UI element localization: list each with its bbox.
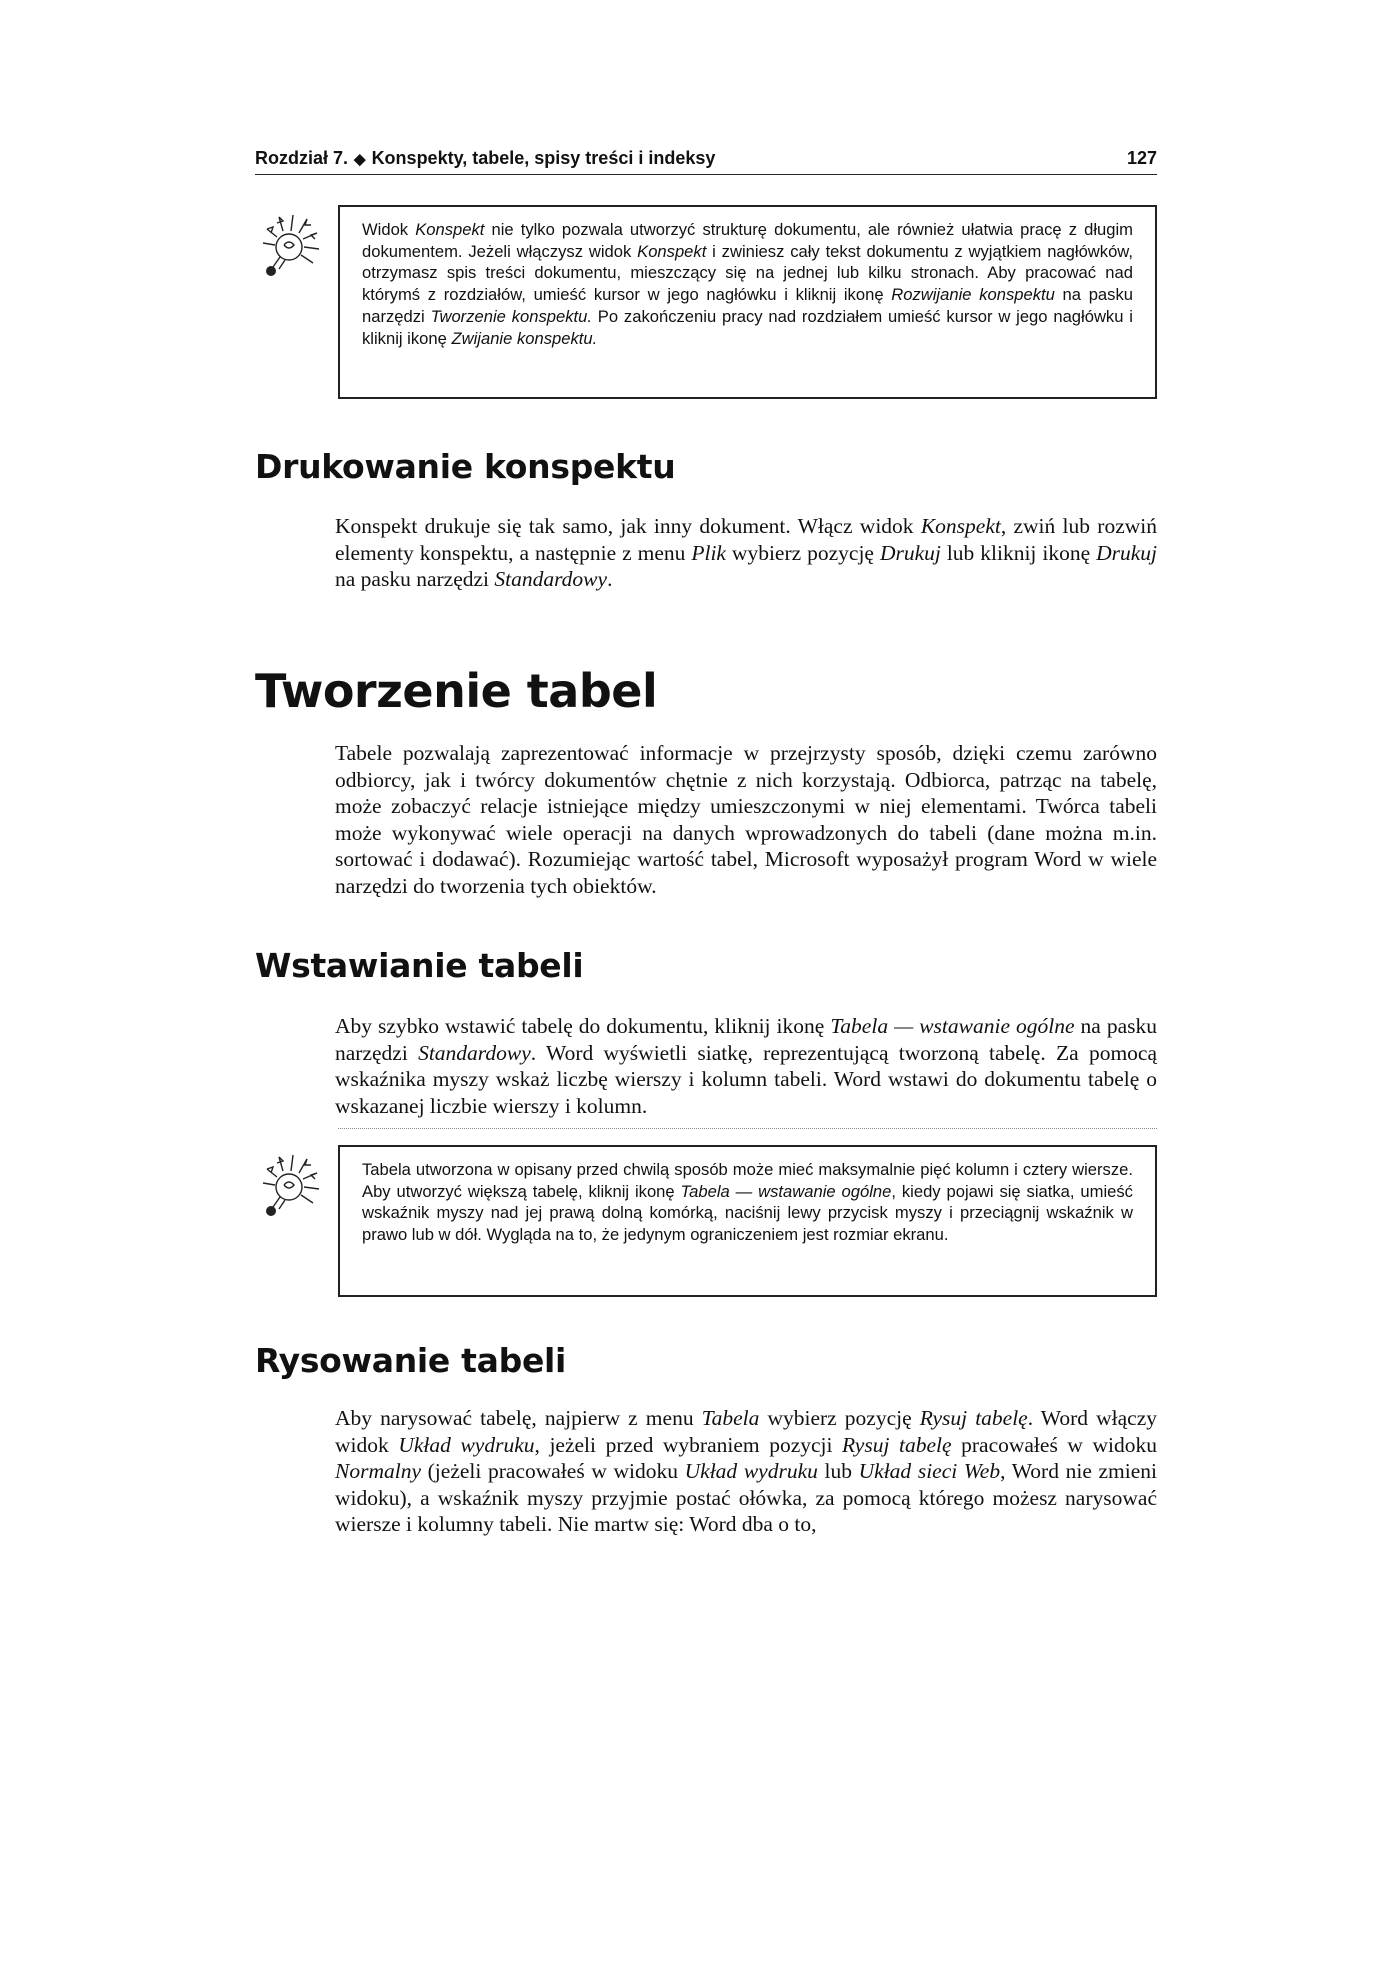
tip-text: [362, 1159, 1133, 1246]
lightbulb-tip-icon: [255, 205, 327, 283]
header-left: [255, 148, 715, 169]
italic-term: Układ wydruku: [684, 1459, 818, 1484]
section-heading-draw: Rysowanie tabeli: [255, 1341, 567, 1380]
text-run: , Word nie zmieni widoku), a wskaźnik myszy przyjmie postać ołówka, za pomocą którego możesz narysować wiersze i kolumny tabeli. Nie martw się: Word dba o to,: [335, 1459, 1158, 1537]
text-run: Tabela utworzona w opisany przed chwilą sposób może mieć maksymalnie pięć kolumn i cztery wiersze. Aby utworzyć większą tabelę, kliknij ikonę: [362, 1160, 1133, 1201]
italic-term: Drukuj: [879, 540, 941, 565]
italic-term: Rozwijanie konspektu: [891, 285, 1055, 305]
tip-box: [338, 1145, 1157, 1297]
italic-term: Drukuj: [1096, 540, 1157, 565]
section-heading-insert: Wstawianie tabeli: [255, 946, 584, 985]
text-run: (jeżeli pracowałeś w widoku: [421, 1459, 685, 1484]
italic-term: Układ sieci Web: [858, 1459, 1001, 1484]
tip-text: [362, 219, 1133, 349]
chapter-section-heading-tables: Tworzenie tabel: [255, 664, 658, 718]
italic-term: Rysuj tabelę: [842, 1432, 952, 1457]
paragraph-insert: [335, 1013, 1157, 1119]
text-run: .: [607, 567, 613, 592]
text-run: na pasku narzędzi: [335, 567, 495, 592]
text-run: , jeżeli przed wybraniem pozycji: [534, 1432, 843, 1457]
italic-term: Konspekt: [920, 514, 1001, 538]
italic-term: Plik: [691, 540, 726, 565]
paragraph-print: [335, 513, 1157, 593]
running-header: [255, 146, 1157, 175]
paragraph-tables: [335, 740, 1157, 900]
text-run: Konspekt drukuje się tak samo, jak inny dokument. Włącz widok: [335, 514, 921, 538]
italic-term: Konspekt: [415, 220, 485, 239]
text-run: pracowałeś w widoku: [951, 1432, 1157, 1457]
text-run: , zwiń lub rozwiń elementy konspektu, a następnie z menu: [335, 514, 1157, 565]
italic-term: Tabela — wstawanie ogólne: [680, 1181, 892, 1201]
italic-term: Standardowy: [494, 567, 608, 592]
section-heading-print: Drukowanie konspektu: [255, 447, 676, 486]
text-run: na pasku narzędzi: [335, 1014, 1158, 1065]
text-run: wybierz pozycję: [759, 1406, 920, 1430]
text-run: na pasku narzędzi: [362, 285, 1133, 326]
text-run: lub: [817, 1459, 859, 1484]
tip-box: [338, 205, 1157, 399]
text-run: lub kliknij ikonę: [940, 540, 1097, 565]
text-run: i zwiniesz cały tekst dokumentu z wyjątkiem nagłówków, otrzymasz spis treści dokumentu, mieszczący się na jednej lub kilku stronach. Aby pracować nad którymś z rozdziałów, umieść kursor w jego nagłówku i kliknij ikonę: [362, 241, 1133, 305]
italic-term: Układ wydruku: [398, 1432, 535, 1457]
text-run: , kiedy pojawi się siatka, umieść wskaźnik myszy nad jej prawą dolną komórką, naciśnij lewy przycisk myszy i przeciągnij wskaźnik w prawo lub w dół. Wygląda na to, że jedynym ograniczeniem jest rozmiar ekranu.: [362, 1181, 1133, 1245]
italic-term: Normalny: [335, 1459, 421, 1484]
chapter-title: Konspekty, tabele, spisy treści i indeksy: [371, 148, 716, 168]
text-run: nie tylko pozwala utworzyć strukturę dokumentu, ale również ułatwia pracę z długim dokumentem. Jeżeli włączysz widok: [362, 220, 1133, 261]
text-run: Widok: [362, 220, 416, 239]
italic-term: Konspekt: [637, 241, 707, 261]
italic-term: Tabela: [701, 1406, 760, 1430]
diamond-separator-icon: ◆: [354, 151, 366, 168]
italic-term: Tabela — wstawanie ogólne: [830, 1014, 1075, 1038]
paragraph-draw: [335, 1405, 1157, 1538]
italic-term: Zwijanie konspektu.: [451, 328, 598, 348]
italic-term: Rysuj tabelę: [919, 1406, 1028, 1430]
text-run: Aby szybko wstawić tabelę do dokumentu, kliknij ikonę: [335, 1014, 831, 1038]
text-run: Po zakończeniu pracy nad rozdziałem umieść kursor w jego nagłówku i kliknij ikonę: [362, 306, 1133, 348]
text-run: . Word wyświetli siatkę, reprezentującą tworzoną tabelę. Za pomocą wskaźnika myszy wskaż liczbę wierszy i kolumn tabeli. Word wstawi do dokumentu tabelę o wskazanej liczbie wierszy i kolumn.: [335, 1040, 1157, 1118]
text-run: wybierz pozycję: [725, 540, 880, 565]
chapter-label: Rozdział 7.: [255, 148, 349, 168]
text-run: Aby narysować tabelę, najpierw z menu: [335, 1406, 702, 1430]
lightbulb-tip-icon: [255, 1145, 327, 1223]
text-run: Tabele pozwalają zaprezentować informacje w przejrzysty sposób, dzięki czemu zarówno odbiorcy, jak i twórcy dokumentów chętnie z nich korzystają. Odbiorca, patrząc na tabelę, może zobaczyć relacje istniejące między umieszczonymi w niej elementami. Twórca tabeli może wykonywać wiele operacji na danych wprowadzonych do tabeli (dane można m.in. sortować i dodawać). Rozumiejąc wartość tabel, Microsoft wyposażył program Word w wiele narzędzi do tworzenia tych obiektów.: [335, 741, 1157, 898]
divider: [338, 1128, 1157, 1129]
italic-term: Tworzenie konspektu.: [430, 306, 592, 326]
page-number: 127: [1126, 148, 1157, 168]
text-run: . Word włączy widok: [335, 1406, 1157, 1457]
italic-term: Standardowy: [418, 1040, 531, 1065]
